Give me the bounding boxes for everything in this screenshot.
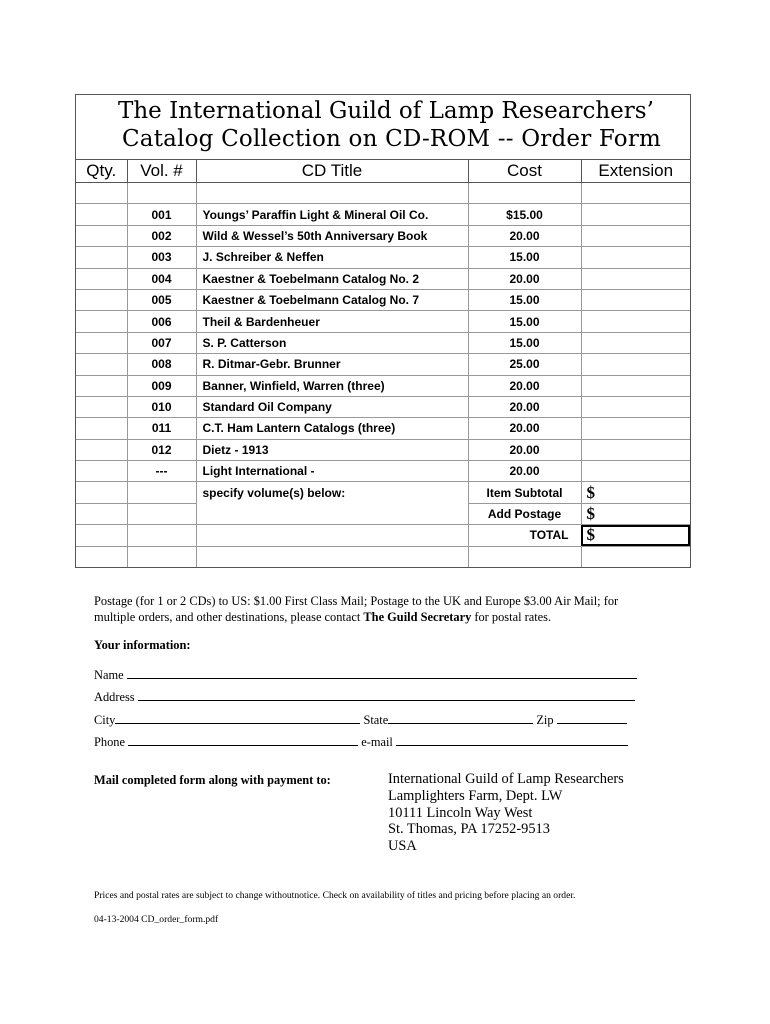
add-postage-field[interactable]: $ xyxy=(581,503,690,524)
extension-cell[interactable] xyxy=(581,375,690,396)
your-information-heading: Your information: xyxy=(94,638,191,652)
table-row-blank xyxy=(76,546,690,567)
header-extension: Extension xyxy=(581,160,690,183)
extension-cell[interactable] xyxy=(581,311,690,332)
cost-value: 20.00 xyxy=(468,418,581,439)
cd-title: R. Ditmar-Gebr. Brunner xyxy=(196,354,468,375)
qty-cell[interactable] xyxy=(76,332,127,353)
volume-number: 011 xyxy=(127,418,196,439)
volume-number: 002 xyxy=(127,225,196,246)
postage-note xyxy=(94,593,654,625)
table-row xyxy=(76,311,690,332)
cd-title: Light International - xyxy=(196,461,468,482)
phone-label: Phone xyxy=(94,735,125,749)
qty-cell[interactable] xyxy=(76,247,127,268)
file-identifier: 04-13-2004 CD_order_form.pdf xyxy=(94,914,219,925)
header-qty: Qty. xyxy=(76,160,127,183)
cd-title: J. Schreiber & Neffen xyxy=(196,247,468,268)
extension-cell[interactable] xyxy=(581,204,690,225)
cost-value: 15.00 xyxy=(468,247,581,268)
specify-volume-field[interactable] xyxy=(196,503,468,524)
cd-title: Youngs’ Paraffin Light & Mineral Oil Co. xyxy=(196,204,468,225)
qty-cell[interactable] xyxy=(76,204,127,225)
table-row xyxy=(76,289,690,310)
qty-cell[interactable] xyxy=(76,418,127,439)
city-field[interactable] xyxy=(115,712,360,724)
cd-title: Theil & Bardenheuer xyxy=(196,311,468,332)
state-field[interactable] xyxy=(388,712,533,724)
volume-number: --- xyxy=(127,461,196,482)
cost-value: 20.00 xyxy=(468,439,581,460)
state-label: State xyxy=(363,713,389,727)
email-field[interactable] xyxy=(396,734,628,746)
extension-cell[interactable] xyxy=(581,461,690,482)
address-line: St. Thomas, PA 17252-9513 xyxy=(388,821,550,838)
table-row xyxy=(76,439,690,460)
table-row xyxy=(76,461,690,482)
table-header-row xyxy=(76,160,690,183)
qty-cell[interactable] xyxy=(76,354,127,375)
cost-value: 20.00 xyxy=(468,375,581,396)
zip-label: Zip xyxy=(536,713,554,727)
extension-cell[interactable] xyxy=(581,289,690,310)
cost-value: $15.00 xyxy=(468,204,581,225)
qty-cell[interactable] xyxy=(76,311,127,332)
table-row-postage xyxy=(76,503,690,524)
city-state-zip-row xyxy=(94,712,627,728)
name-field[interactable] xyxy=(127,667,637,679)
extension-cell[interactable] xyxy=(581,396,690,417)
address-label: Address xyxy=(94,690,135,704)
qty-cell[interactable] xyxy=(76,289,127,310)
table-row-total xyxy=(76,525,690,546)
address-line: 10111 Lincoln Way West xyxy=(388,804,533,821)
extension-cell[interactable] xyxy=(581,418,690,439)
city-label: City xyxy=(94,713,116,727)
total-label: TOTAL xyxy=(468,525,581,546)
table-row xyxy=(76,225,690,246)
cd-title: C.T. Ham Lantern Catalogs (three) xyxy=(196,418,468,439)
volume-number: 010 xyxy=(127,396,196,417)
cost-value: 25.00 xyxy=(468,354,581,375)
order-form-box xyxy=(75,94,691,568)
table-row xyxy=(76,247,690,268)
volume-number: 003 xyxy=(127,247,196,268)
extension-cell[interactable] xyxy=(581,268,690,289)
table-row xyxy=(76,332,690,353)
qty-cell[interactable] xyxy=(76,396,127,417)
cost-value: 20.00 xyxy=(468,268,581,289)
item-rows xyxy=(76,204,690,482)
extension-cell[interactable] xyxy=(581,332,690,353)
postage-note-end: for postal rates. xyxy=(471,610,552,624)
header-cost: Cost xyxy=(468,160,581,183)
name-row xyxy=(94,667,637,683)
address-line: International Guild of Lamp Researchers xyxy=(388,771,624,787)
order-table xyxy=(76,160,690,567)
table-row-subtotal xyxy=(76,482,690,503)
cost-value: 15.00 xyxy=(468,289,581,310)
volume-number: 008 xyxy=(127,354,196,375)
mail-to-label: Mail completed form along with payment to: xyxy=(94,773,331,787)
guild-secretary-text: The Guild Secretary xyxy=(363,610,472,624)
qty-cell[interactable] xyxy=(76,482,127,503)
specify-volume-label: specify volume(s) below: xyxy=(196,482,468,503)
qty-cell[interactable] xyxy=(76,503,127,524)
address-line: USA xyxy=(388,838,417,855)
table-row-spacer xyxy=(76,183,690,204)
cost-value: 20.00 xyxy=(468,396,581,417)
table-row xyxy=(76,204,690,225)
cost-value: 15.00 xyxy=(468,311,581,332)
cd-title: Banner, Winfield, Warren (three) xyxy=(196,375,468,396)
total-field[interactable]: $ xyxy=(581,525,690,546)
form-title-line2: Catalog Collection on CD-ROM -- Order Form xyxy=(122,126,662,152)
cd-title: Wild & Wessel’s 50th Anniversary Book xyxy=(196,225,468,246)
qty-cell[interactable] xyxy=(76,546,127,567)
cost-value: 20.00 xyxy=(468,225,581,246)
volume-number: 009 xyxy=(127,375,196,396)
table-row xyxy=(76,396,690,417)
extension-cell[interactable] xyxy=(581,183,690,204)
volume-number: 004 xyxy=(127,268,196,289)
email-label: e-mail xyxy=(361,735,393,749)
header-cd-title: CD Title xyxy=(196,160,468,183)
address-field[interactable] xyxy=(138,689,635,701)
phone-email-row xyxy=(94,734,628,750)
table-row xyxy=(76,375,690,396)
form-title-line1: The International Guild of Lamp Researchers’ xyxy=(118,98,654,124)
volume-number: 012 xyxy=(127,439,196,460)
qty-cell[interactable] xyxy=(76,268,127,289)
zip-field[interactable] xyxy=(557,712,627,724)
form-title-block xyxy=(76,95,690,160)
volume-number: 007 xyxy=(127,332,196,353)
header-vol: Vol. # xyxy=(127,160,196,183)
add-postage-label: Add Postage xyxy=(468,503,581,524)
cd-title: Standard Oil Company xyxy=(196,396,468,417)
volume-number: 005 xyxy=(127,289,196,310)
volume-number: 001 xyxy=(127,204,196,225)
cost-value: 15.00 xyxy=(468,332,581,353)
postage-note-text: Postage (for 1 or 2 CDs) to US: $1.00 First Class Mail; Postage to the UK and Europe $3.00 Air Mail; for multiple orders, and other destinations, please contact xyxy=(94,594,619,624)
qty-cell[interactable] xyxy=(76,225,127,246)
qty-cell[interactable] xyxy=(76,375,127,396)
phone-field[interactable] xyxy=(128,734,358,746)
cd-title: Kaestner & Toebelmann Catalog No. 2 xyxy=(196,268,468,289)
mailing-address xyxy=(388,771,624,855)
price-disclaimer: Prices and postal rates are subject to change withoutnotice. Check on availability of titles and pricing before placing an order. xyxy=(94,890,576,901)
extension-cell[interactable] xyxy=(581,354,690,375)
cd-title: S. P. Catterson xyxy=(196,332,468,353)
cost-value: 20.00 xyxy=(468,461,581,482)
extension-cell[interactable] xyxy=(581,225,690,246)
qty-cell[interactable] xyxy=(76,439,127,460)
extension-cell[interactable] xyxy=(581,247,690,268)
extension-cell[interactable] xyxy=(581,439,690,460)
address-row xyxy=(94,689,635,705)
table-row xyxy=(76,418,690,439)
address-line: Lamplighters Farm, Dept. LW xyxy=(388,787,563,804)
cd-title: Kaestner & Toebelmann Catalog No. 7 xyxy=(196,289,468,310)
item-subtotal-label: Item Subtotal xyxy=(468,482,581,503)
table-row xyxy=(76,268,690,289)
item-subtotal-field[interactable]: $ xyxy=(581,482,690,503)
qty-cell[interactable] xyxy=(76,461,127,482)
name-label: Name xyxy=(94,668,124,682)
qty-cell[interactable] xyxy=(76,525,127,546)
cd-title: Dietz - 1913 xyxy=(196,439,468,460)
qty-cell[interactable] xyxy=(76,183,127,204)
volume-number: 006 xyxy=(127,311,196,332)
table-row xyxy=(76,354,690,375)
